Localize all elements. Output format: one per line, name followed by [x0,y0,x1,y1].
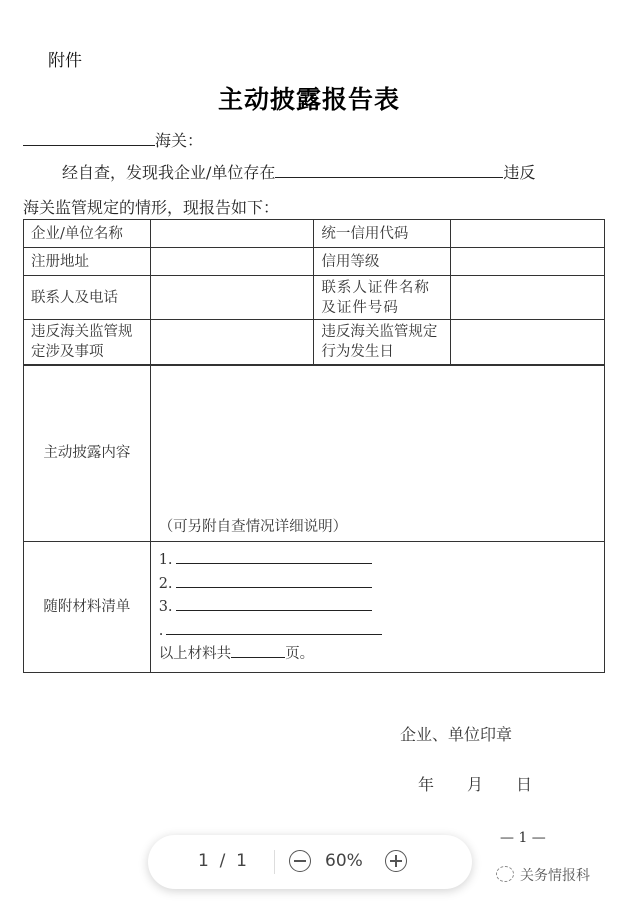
material-item[interactable]: 1. [159,548,596,572]
label-company-name: 企业/单位名称 [24,220,151,248]
zoom-out-icon[interactable] [289,850,311,872]
table-row [24,320,605,365]
table-row [24,276,605,320]
table-row [24,248,605,276]
material-item[interactable]: . [159,619,596,643]
field-violation-matter[interactable] [150,320,314,365]
field-credit-level[interactable] [451,248,605,276]
page-footer: — 1 — [500,830,546,846]
label-contact-id: 联系人证件名称及证件号码 [314,276,451,320]
stamp-label: 企业、单位印章 [400,725,513,744]
intro-text-2: 违反 [503,163,536,182]
disclosure-note: （可另附自查情况详细说明） [158,519,348,535]
label-violation-matter: 违反海关监管规定涉及事项 [24,320,151,365]
violation-blank [275,162,503,178]
page-count-blank[interactable] [231,642,285,658]
customs-name-blank [23,130,155,146]
field-company-name[interactable] [150,220,314,248]
table-row [24,365,605,542]
wechat-icon [496,866,514,882]
label-disclosure: 主动披露内容 [24,365,151,542]
field-address[interactable] [150,248,314,276]
table-row [24,542,605,673]
viewer-toolbar [148,835,472,889]
material-item[interactable]: 2. [159,572,596,596]
customs-suffix: 海关： [155,131,204,150]
field-contact[interactable] [150,276,314,320]
toolbar-divider [274,850,275,874]
date-month: 月 [467,775,484,794]
date-day: 日 [516,775,533,794]
zoom-in-icon[interactable] [385,850,407,872]
label-credit-level: 信用等级 [314,248,451,276]
materials-list [150,542,604,673]
table-row [24,220,605,248]
material-item[interactable]: 3. [159,595,596,619]
label-materials: 随附材料清单 [24,542,151,673]
label-address: 注册地址 [24,248,151,276]
zoom-level: 60% [325,851,363,871]
page-indicator: 1 / 1 [198,851,247,871]
field-disclosure[interactable] [150,365,604,542]
document-title: 主动披露报告表 [217,85,400,114]
customs-line [23,128,203,151]
attachment-label: 附件 [48,51,82,71]
field-violation-date[interactable] [451,320,605,365]
watermark [496,865,590,885]
date-line [418,772,565,795]
field-contact-id[interactable] [451,276,605,320]
date-year: 年 [418,775,435,794]
watermark-text: 关务情报科 [520,868,590,884]
intro-line-1 [62,160,535,183]
label-violation-date: 违反海关监管规定行为发生日 [314,320,451,365]
label-credit-code: 统一信用代码 [314,220,451,248]
materials-total: 以上材料共 页。 [159,642,596,666]
intro-line-2: 海关监管规定的情形，现报告如下： [23,198,280,217]
label-contact: 联系人及电话 [24,276,151,320]
intro-text-1: 经自查，发现我企业/单位存在 [62,163,276,182]
field-credit-code[interactable] [451,220,605,248]
report-table [23,219,605,673]
